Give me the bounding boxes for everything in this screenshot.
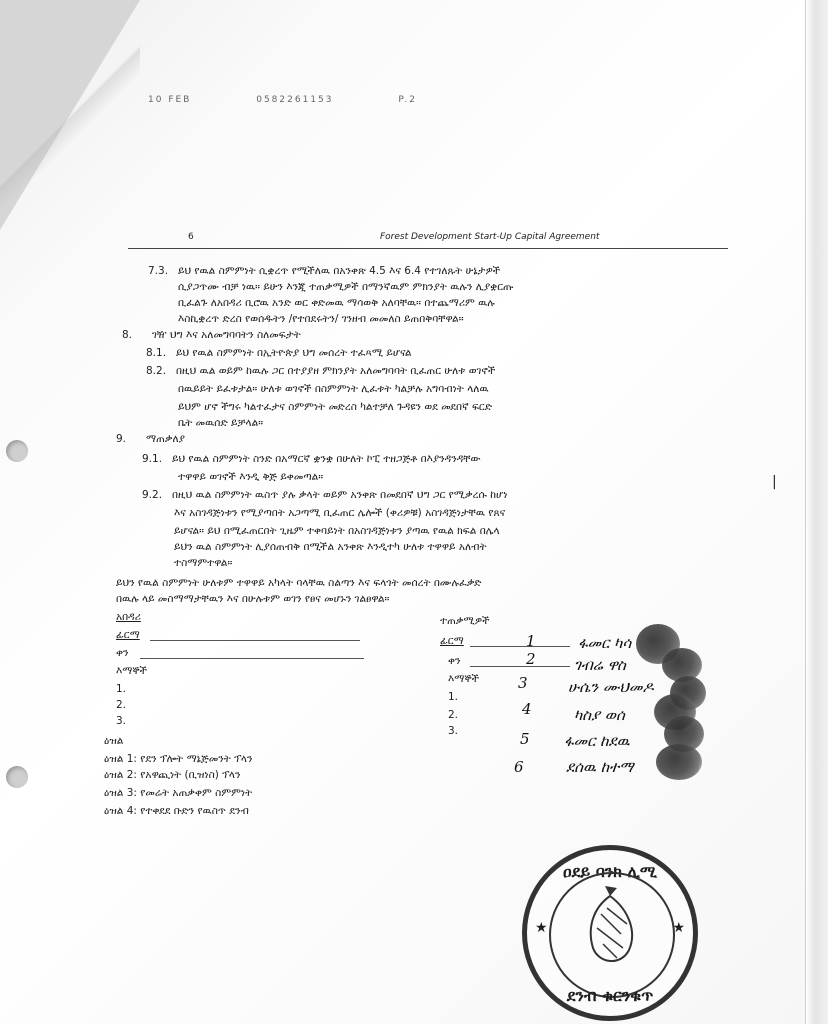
clause-9-1-line-1: 9.1. ይህ የዉል ስምምነት ስንድ በአማርኛ ቋንቋ በሁለት ኮፒ ተዘጋጅቶ በእያንዳንዳቸው	[142, 453, 481, 465]
hw-name-6: ደሰዉ ከተማ	[566, 758, 634, 776]
official-stamp	[522, 845, 698, 1021]
clause-8-2-line-3: ይህም ሆኖ ችግሩ ካልተፈታና ስምምነት መድረስ ካልተቻለ ጉዳዩን ወደ መደበኛ ፍርድ	[178, 401, 492, 413]
hw-number-2: 2	[526, 650, 536, 668]
thumbprint-6	[656, 744, 702, 780]
attachment-1: ዕዝል 1: የደን ፕሎት ማኔጅመንት ፕላን	[104, 753, 253, 765]
lender-title: አበዳሪ	[116, 611, 141, 623]
running-header	[128, 232, 728, 249]
hw-number-4: 4	[522, 700, 532, 718]
hw-number-6: 6	[514, 758, 524, 776]
hw-name-4: ካስያ ወሰ	[574, 706, 625, 724]
stamp-inner-ring	[549, 872, 675, 998]
stamp-star-left-icon: ★	[535, 920, 548, 936]
punch-hole-top	[6, 440, 28, 462]
header-title: Forest Development Start-Up Capital Agreement	[380, 232, 600, 242]
lender-witness-2: 2.	[116, 699, 127, 711]
lender-witness-3: 3.	[116, 715, 127, 727]
fold-shadow	[0, 0, 140, 230]
section-9-heading: 9. ማጠቃለያ	[116, 433, 186, 445]
lender-name-line	[150, 640, 360, 641]
attachment-2: ዕዝል 2: የአዋጪነት (ቢዝነስ) ፕላን	[104, 769, 241, 781]
clause-7-3-line-2: ሲያጋጥሙ ብቻ ነዉ። ይሁን እንጂ ተጠቃሚዎች በማንኛዉም ምክንያት ዉሉን ሊያቋርጡ	[178, 281, 514, 293]
clause-8-1: 8.1. ይህ የዉል ስምምነት በኢትዮጵያ ህግ መሰረት ተፈጻሚ ይሆናል	[146, 347, 412, 359]
attachment-3: ዕዝል 3: የመሬት አጠቃቀም ስምምነት	[104, 787, 253, 799]
borrower-witness-2: 2.	[448, 709, 459, 721]
clause-9-2-line-2: እና አስገዳጅነቱን የሚያጣበት አጋጣሚ ቢፈጠር ሌሎች (ቀሪዎቹ) አስገዳጅነታቸዉ የጸና	[174, 507, 506, 519]
attachments-title: ዕዝል	[104, 735, 124, 747]
stamp-bottom-text: ደንብ ቁርንቁጥ	[566, 986, 654, 1005]
clause-7-3-line-4: እስኪቋረጥ ድረስ የወሰዱትን /የተበደሩትን/ ገንዘብ መመለስ ይጠበቅባቸዋል።	[178, 313, 464, 325]
stamp-emblem-icon	[551, 874, 669, 992]
clause-9-2-line-5: ተስማምተዋል።	[174, 557, 233, 569]
clause-9-2-line-3: ይሆናል። ይህ በሚፈጠርበት ጊዜም ተቀባይነት በአስገዳጅነቱን ያጣዉ የዉል ክፍል በሌላ	[174, 525, 500, 537]
lender-sig-line	[140, 658, 364, 659]
page-edge	[805, 0, 828, 1024]
clause-7-3-line-3: ቢፈልጉ ለአበዳሪ ቢሮዉ አንድ ወር ቀድመዉ ማሳወቅ አለባቸዉ። በተጨማሪም ዉሉ	[178, 297, 495, 309]
closing-line-2: በዉሉ ላይ መስማማታቸዉን እና በሁሉቱም ወገን የፀና መሆኑን ገልፀዋል።	[116, 593, 390, 605]
borrower-name-label: ፊርማ	[440, 635, 464, 647]
section-8-heading: 8. ገዥ ህግ እና አለመግባባትን ስለመፍታት	[122, 329, 301, 341]
clause-7-3-line-1: 7.3. ይህ የዉል ስምምነት ሲቋረጥ የሚችለዉ በአንቀጽ 4.5 እና 6.4 የተገለጹት ሁኔታዎች	[148, 265, 501, 277]
fax-header	[148, 95, 477, 105]
lender-name-label: ፊርማ	[116, 629, 140, 641]
hw-name-5: ፋመር ከደዉ	[564, 732, 630, 750]
fax-number: 0582261153	[256, 95, 334, 105]
hw-name-1: ፋመር ካሳ	[578, 634, 632, 652]
clause-8-2-line-2: በዉይይት ይፈቱታል። ሁለቱ ወገኖች በስምምነት ሊፈቱት ካልቻሉ አግባብነት ላለዉ	[178, 383, 489, 395]
clause-9-1-line-2: ተዋዋይ ወገኖች እንዲ ቅጅ ይቀመጣል።	[178, 471, 324, 483]
attachment-4: ዕዝል 4: የተቀደደ ቡድን የዉስጥ ደንብ	[104, 805, 249, 817]
margin-mark: |	[772, 474, 777, 490]
punch-hole-bottom	[6, 766, 28, 788]
borrower-sig-line	[470, 666, 570, 667]
borrower-witness-1: 1.	[448, 691, 459, 703]
borrower-sig-label: ቀን	[448, 655, 461, 667]
hw-name-3: ሁሴን ሙህመዶ	[568, 678, 654, 696]
lender-witness-1: 1.	[116, 683, 127, 695]
page-number: 6	[188, 232, 194, 242]
hw-number-1: 1	[526, 632, 536, 650]
fax-page: P.2	[398, 95, 417, 105]
hw-number-3: 3	[518, 674, 528, 692]
lender-sig-label: ቀን	[116, 647, 129, 659]
borrower-name-line	[470, 646, 570, 647]
clause-8-2-line-1: 8.2. በዚህ ዉል ወይም ከዉሉ ጋር በተያያዘ ምክንያት አለመግባባት ቢፈጠር ሁለቱ ወገኖች	[146, 365, 496, 377]
borrower-witness-label: እማኞች	[448, 673, 480, 685]
clause-8-2-line-4: ቤት መዉሰድ ይቻላል።	[178, 417, 264, 429]
stamp-top-text: ዐደይ ባንክ ሊሚ	[562, 862, 657, 881]
stamp-star-right-icon: ★	[672, 920, 685, 936]
hw-number-5: 5	[520, 730, 530, 748]
clause-9-2-line-4: ይህን ዉል ስምምነት ሊያሰጠብቅ በሚችል አንቀጽ እንዲተካ ሁለቱ ተዋዋይ አለብት	[174, 541, 487, 553]
fax-date: 10 FEB	[148, 95, 192, 105]
closing-line-1: ይህን የዉል ስምምነት ሁለቱም ተዋዋይ አካላት ባላቸዉ ስልጣን እና ፍላጎት መሰረት በሙሉፈቃድ	[116, 577, 482, 589]
lender-witness-label: እማኞች	[116, 665, 148, 677]
hw-name-2: ገብሬ ዋስ	[574, 656, 626, 674]
borrower-title: ተጠቃሚዎች	[440, 615, 490, 627]
clause-9-2-line-1: 9.2. በዚህ ዉል ስምምነት ዉስጥ ያሉ ቃላት ወይም አንቀጽ በመደበኛ ህግ ጋር የሚቃረሱ ከሆነ	[142, 489, 508, 501]
borrower-witness-3: 3.	[448, 725, 459, 737]
